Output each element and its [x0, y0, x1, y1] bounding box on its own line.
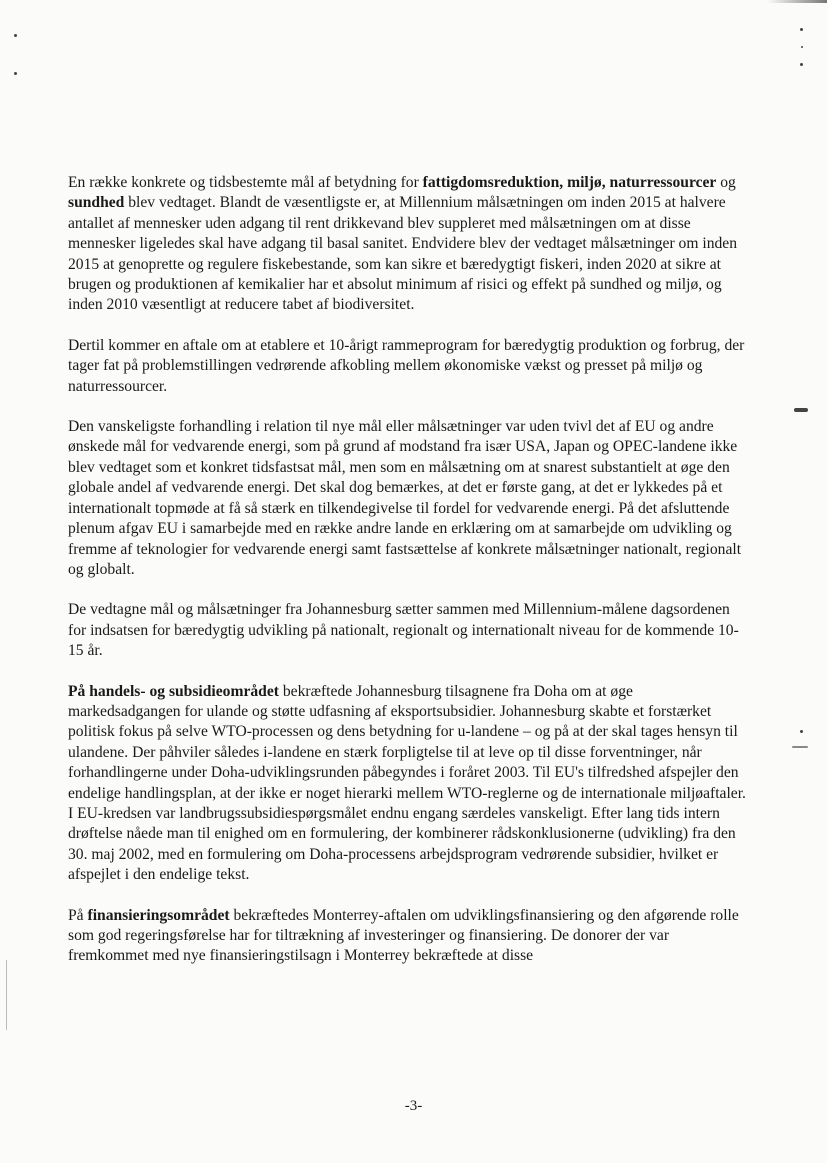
scan-speck: [14, 72, 17, 75]
scan-speck: [14, 34, 17, 37]
text-segment: De vedtagne mål og målsætninger fra Johannesburg sætter sammen med Millennium-målene dagsordenen for indsatsen for bæredygtig udvikling på nationalt, regionalt og internationalt niveau for de kommende 10-15 år.: [68, 601, 739, 660]
text-segment: og: [716, 174, 736, 191]
scan-speck: [800, 63, 803, 66]
scan-speck: [800, 28, 803, 31]
text-segment: bekræftedes Monterrey-aftalen om udviklingsfinansiering og den afgørende rolle som god regeringsførelse har for tiltrækning af investeringer og finansiering. De donorer der var fremkommet med nye finansieringstilsagn i Monterrey bekræftede at disse: [68, 906, 739, 965]
paragraph-p2: [68, 336, 748, 397]
paragraph-p4: [68, 600, 748, 661]
text-segment: Den vanskeligste forhandling i relation til nye mål eller målsætninger var uden tvivl det af EU og andre ønskede mål for vedvarende energi, som på grund af modstand fra især USA, Japan og OPEC-landene ikke blev vedtaget som et konkret tidsfastsat mål, men som en målsætning om at snarest substantielt at øge den globale andel af vedvarende energi. Det skal dog bemærkes, at det er første gang, at det er lykkedes på et internationalt topmøde at få så stærk en tilkendegivelse til fordel for vedvarende energi. På det afsluttende plenum afgav EU i samarbejde med en række andre lande en erklæring om at samarbejde om udvikling og fremme af teknologier for vedvarende energi samt fastsættelse af konkrete målsætninger nationalt, regionalt og globalt.: [68, 418, 742, 578]
bold-text: På handels- og subsidieområdet: [68, 682, 279, 700]
scan-speck: [794, 408, 808, 412]
text-segment: På: [68, 906, 88, 924]
scan-corner-mark: [767, 0, 827, 3]
paragraph-p6: [68, 906, 748, 967]
text-segment: En række konkrete og tidsbestemte mål af betydning for: [68, 174, 423, 191]
bold-text: sundhed: [68, 194, 125, 212]
document-body: [68, 173, 748, 987]
paragraph-p3: [68, 417, 748, 580]
page-number: -3-: [404, 1098, 423, 1114]
scan-speck: [792, 746, 808, 748]
text-segment: blev vedtaget. Blandt de væsentligste er, at Millennium målsætningen om inden 2015 at halvere antallet af mennesker uden adgang til rent drikkevand blev suppleret med målsætningen om at disse mennesker ligeledes skal have adgang til basal sanitet. Endvidere blev der vedtaget målsætninger om inden 2015 at genoprette og regulere fiskebestande, som kan sikre et bæredygtigt fiskeri, inden 2020 at sikre at brugen og produktionen af kemikalier har et absolut minimum af risici og effekt på sundhed og miljø, og inden 2010 væsentligt at reducere tabet af biodiversitet.: [68, 194, 738, 314]
scan-speck: [800, 730, 803, 733]
bold-text: finansieringsområdet: [87, 906, 230, 924]
text-segment: bekræftede Johannesburg tilsagnene fra Doha om at øge markedsadgangen for ulande og støtte udfasning af eksportsubsidier. Johannesburg skabte et forstærket politisk fokus på selve WTO-processen og dens betydning for u-landene – og på at der skal tages hensyn til ulandene. Der påhviler således i-landene en stærk forpligtelse til at leve op til disse forventninger, når forhandlingerne under Doha-udviklingsrunden påbegyndes i foråret 2003. Til EU's tilfredshed afspejler den endelige handlingsplan, at der ikke er noget hierarki mellem WTO-reglerne og de internationale miljøaftaler. I EU-kredsen var landbrugssubsidiespørgsmålet endnu engang særdeles vanskeligt. Efter lang tids intern drøftelse nåede man til enighed om en formulering, der kombinerer rådskonklusionerne (udvikling) fra den 30. maj 2002, med en formulering om Doha-processens arbejdsprogram vedrørende subsidier, hvilket er afspejlet i den endelige tekst.: [68, 682, 746, 884]
paragraph-p1: [68, 173, 748, 316]
scan-speck: [801, 46, 803, 48]
text-segment: Dertil kommer en aftale om at etablere et 10-årigt rammeprogram for bæredygtig produktion og forbrug, der tager fat på problemstillingen vedrørende afkobling mellem økonomiske vækst og presset på miljø og naturressourcer.: [68, 336, 745, 395]
paragraph-p5: [68, 682, 748, 886]
bold-text: fattigdomsreduktion, miljø, naturressourcer: [422, 174, 717, 191]
scan-edge-line: [6, 960, 7, 1030]
